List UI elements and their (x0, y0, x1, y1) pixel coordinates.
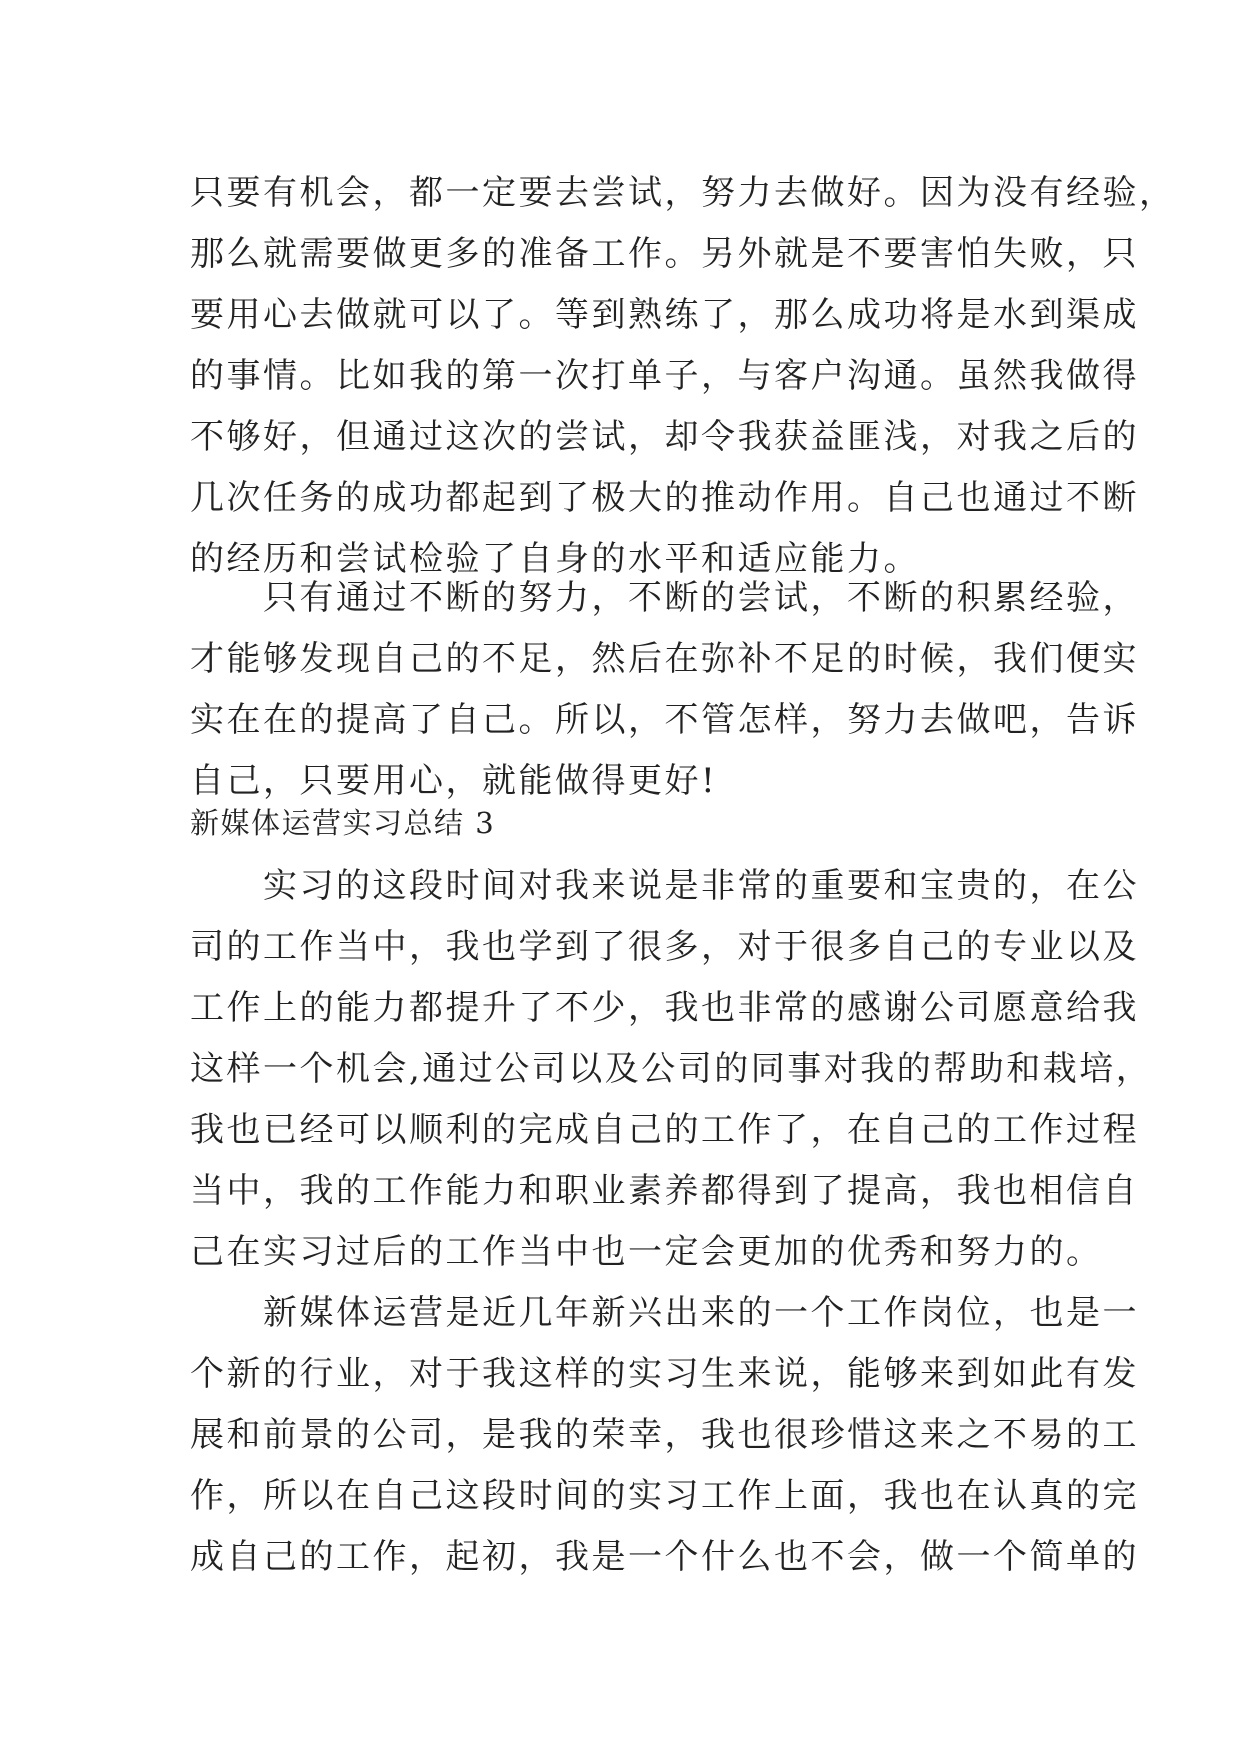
text-line: 新媒体运营是近几年新兴出来的一个工作岗位，也是一 (190, 1293, 1139, 1333)
section-heading-block (190, 796, 1070, 851)
text-line: 只有通过不断的努力，不断的尝试，不断的积累经验， (190, 578, 1139, 618)
text-line: 展和前景的公司，是我的荣幸，我也很珍惜这来之不易的工 (190, 1415, 1139, 1455)
paragraph-internship (190, 856, 1153, 1283)
text-line: 这样一个机会,通过公司以及公司的同事对我的帮助和栽培， (190, 1049, 1153, 1089)
text-line: 的事情。比如我的第一次打单子，与客户沟通。虽然我做得 (190, 356, 1139, 396)
paragraph-continued (190, 163, 1176, 590)
text-line: 己在实习过后的工作当中也一定会更加的优秀和努力的。 (190, 1232, 1103, 1272)
text-line: 我也已经可以顺利的完成自己的工作了，在自己的工作过程 (190, 1110, 1139, 1150)
text-line: 作，所以在自己这段时间的实习工作上面，我也在认真的完 (190, 1476, 1139, 1516)
text-line: 那么就需要做更多的准备工作。另外就是不要害怕失败，只 (190, 234, 1139, 274)
section-heading: 新媒体运营实习总结 3 (190, 806, 496, 840)
text-line: 实习的这段时间对我来说是非常的重要和宝贵的，在公 (190, 866, 1139, 906)
text-line: 只要有机会，都一定要去尝试，努力去做好。因为没有经验， (190, 173, 1176, 213)
text-line: 才能够发现自己的不足，然后在弥补不足的时候，我们便实 (190, 639, 1139, 679)
text-line: 当中，我的工作能力和职业素养都得到了提高，我也相信自 (190, 1171, 1139, 1211)
paragraph-new-media (190, 1283, 1139, 1588)
text-line: 的经历和尝试检验了自身的水平和适应能力。 (190, 539, 920, 579)
text-line: 工作上的能力都提升了不少，我也非常的感谢公司愿意给我 (190, 988, 1139, 1028)
paragraph-effort (190, 568, 1139, 812)
text-line: 个新的行业，对于我这样的实习生来说，能够来到如此有发 (190, 1354, 1139, 1394)
text-line: 自己，只要用心，就能做得更好! (190, 761, 718, 801)
text-line: 要用心去做就可以了。等到熟练了，那么成功将是水到渠成 (190, 295, 1139, 335)
text-line: 不够好，但通过这次的尝试，却令我获益匪浅，对我之后的 (190, 417, 1139, 457)
text-line: 实在在的提高了自己。所以，不管怎样，努力去做吧，告诉 (190, 700, 1139, 740)
text-line: 几次任务的成功都起到了极大的推动作用。自己也通过不断 (190, 478, 1139, 518)
text-line: 成自己的工作，起初，我是一个什么也不会，做一个简单的 (190, 1537, 1139, 1577)
text-line: 司的工作当中，我也学到了很多，对于很多自己的专业以及 (190, 927, 1139, 967)
